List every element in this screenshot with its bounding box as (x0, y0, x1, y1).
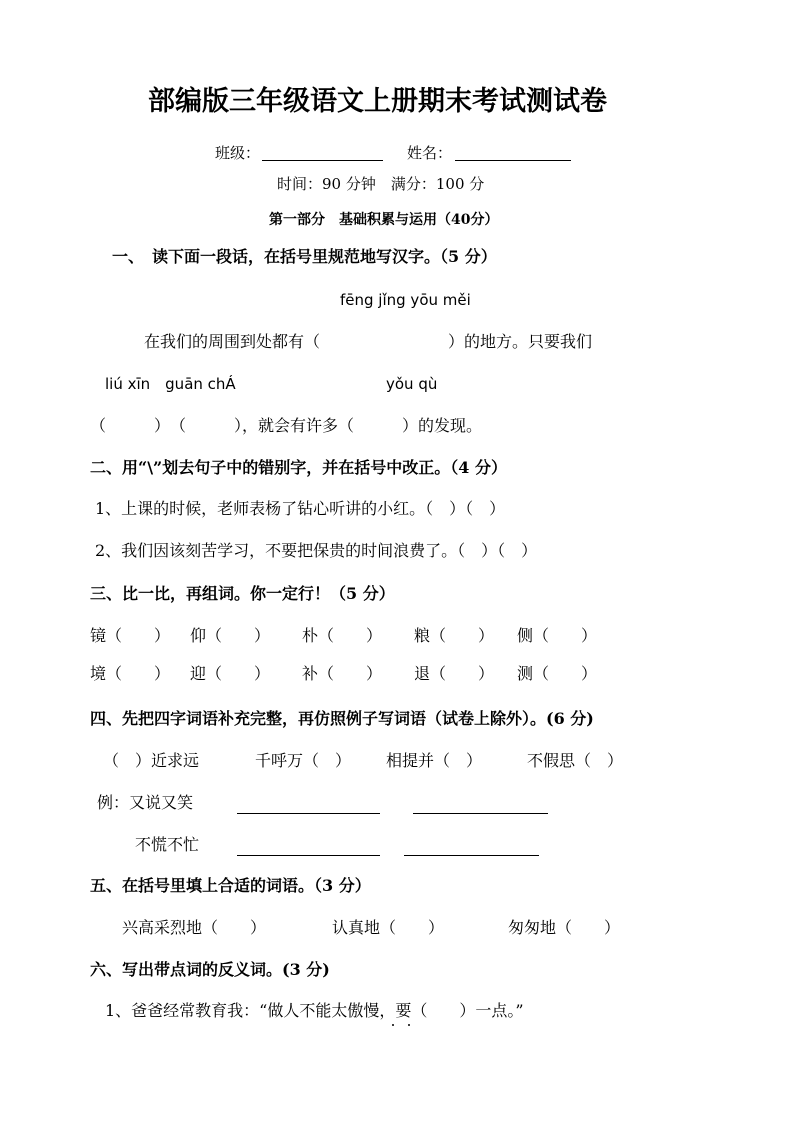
q1-line-2: （ ） （ ），就会有许多（ ）的发现。 (90, 416, 483, 435)
q3-row2-item: 境（ ） (90, 664, 171, 683)
q6-item-1: 1、爸爸经常教育我：“做人不能太傲慢，要（ ）一点。” (105, 1001, 524, 1020)
q4-answer-blank (237, 813, 380, 814)
q4-answer-blank (237, 855, 380, 856)
q5-item: 匆匆地（ ） (508, 918, 621, 937)
q3-row2-item: 迎（ ） (190, 664, 271, 683)
q3-row2-item: 补（ ） (302, 664, 383, 683)
emphasis-dot (408, 1024, 410, 1026)
q4-word: 千呼万（ ） (255, 751, 352, 770)
q4-answer-blank (404, 855, 539, 856)
part1-header: 第一部分 基础积累与运用（40分） (269, 212, 499, 228)
q2-heading: 二、用“\”划去句子中的错别字，并在括号中改正。（4 分） (90, 458, 507, 477)
class-label: 班级： (215, 144, 261, 162)
q1-pinyin-2a: liú xīn guān chÁ (105, 375, 236, 393)
q4-example-label: 例：又说又笑 (97, 793, 194, 812)
q3-row1-item: 仰（ ） (190, 626, 271, 645)
q1-heading: 一、 读下面一段话，在括号里规范地写汉字。（5 分） (112, 247, 497, 266)
time-score-line: 时间：90 分钟 满分：100 分 (277, 175, 485, 193)
q1-pinyin-1: fēng jǐng yōu měi (340, 291, 471, 309)
q3-row1-item: 朴（ ） (302, 626, 383, 645)
q3-row1-item: 镜（ ） (90, 626, 171, 645)
q3-row1-item: 侧（ ） (517, 626, 598, 645)
q4-word: （ ）近求远 (103, 751, 200, 770)
name-label: 姓名： (407, 144, 453, 162)
q3-heading: 三、比一比，再组词。你一定行！（5 分） (90, 584, 395, 603)
q3-row2-item: 退（ ） (414, 664, 495, 683)
q4-answer-blank (413, 813, 548, 814)
q5-item: 兴高采烈地（ ） (122, 918, 267, 937)
q1-pinyin-2b: yǒu qù (386, 375, 438, 393)
emphasis-dot (392, 1024, 394, 1026)
q4-word: 不假思（ ） (527, 751, 624, 770)
q3-row1-item: 粮（ ） (414, 626, 495, 645)
q4-heading: 四、先把四字词语补充完整，再仿照例子写词语（试卷上除外）。(6 分) (90, 709, 594, 728)
q2-item-1: 1、上课的时候，老师表杨了钻心听讲的小红。（ ）（ ） (95, 499, 506, 518)
class-blank (262, 160, 383, 161)
q5-item: 认真地（ ） (332, 918, 445, 937)
q5-heading: 五、在括号里填上合适的词语。（3 分） (90, 876, 371, 895)
q4-example-2: 不慌不忙 (135, 835, 200, 854)
q4-word: 相提并（ ） (386, 751, 483, 770)
q6-heading: 六、写出带点词的反义词。(3 分) (90, 960, 330, 979)
exam-title: 部编版三年级语文上册期末考试测试卷 (148, 86, 607, 117)
q2-item-2: 2、我们因该刻苦学习，不要把保贵的时间浪费了。（ ）（ ） (95, 541, 538, 560)
q1-line-1: 在我们的周围到处都有（ ）的地方。只要我们 (144, 332, 593, 351)
q3-row2-item: 测（ ） (517, 664, 598, 683)
name-blank (455, 160, 571, 161)
